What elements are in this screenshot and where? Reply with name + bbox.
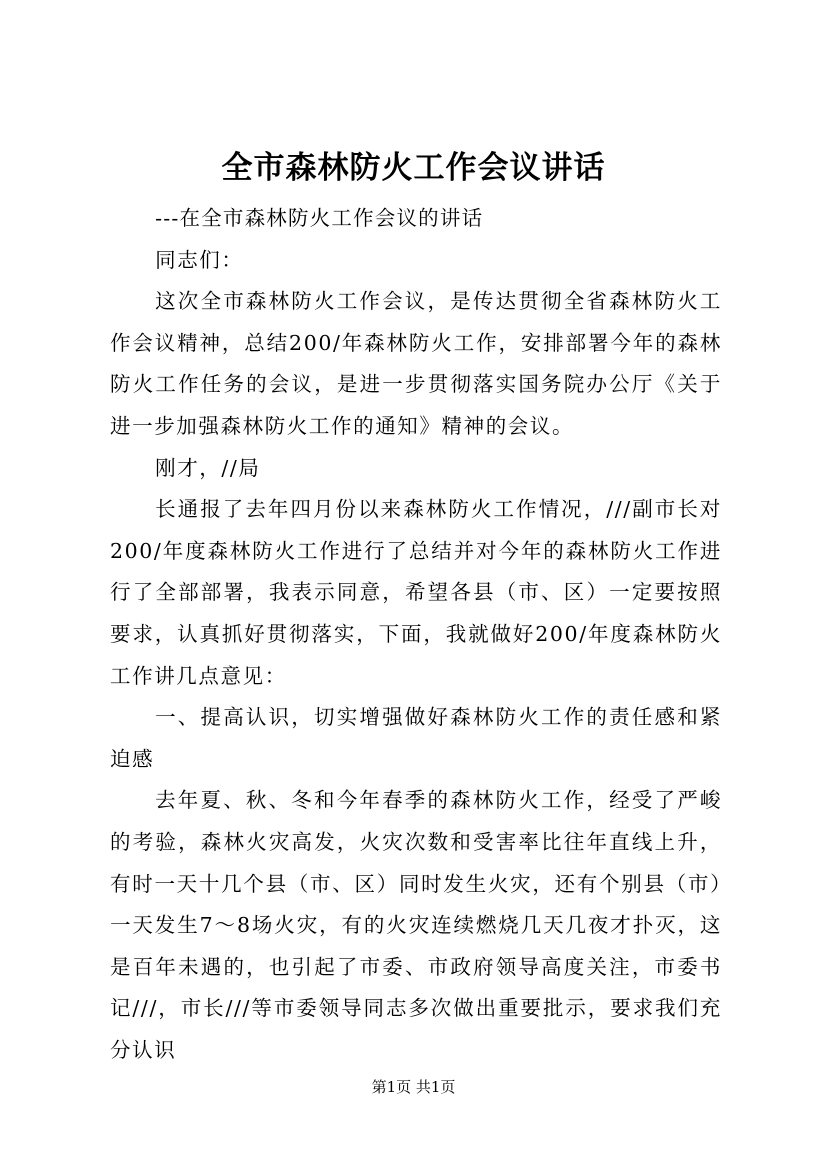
body-paragraph: 长通报了去年四月份以来森林防火工作情况，///副市长对200/年度森林防火工作进行了总结并对今年的森林防火工作进行了全部部署，我表示同意，希望各县（市、区）一定要按照要求，认真抓好贯彻落实，下面，我就做好200/年度森林防火工作讲几点意见： <box>110 497 722 688</box>
body-paragraph: 刚才，//局 <box>155 455 261 480</box>
body-paragraph: 去年夏、秋、冬和今年春季的森林防火工作，经受了严峻的考验，森林火灾高发，火灾次数和受害率比往年直线上升，有时一天十几个县（市、区）同时发生火灾，还有个别县（市）一天发生7～8场火灾，有的火灾连续燃烧几天几夜才扑灭，这是百年未遇的，也引起了市委、市政府领导高度关注，市委书记///，市长///等市委领导同志多次做出重要批示，要求我们充分认识 <box>110 788 722 1062</box>
salutation-paragraph: 同志们： <box>155 247 244 272</box>
document-title: 全市森林防火工作会议讲话 <box>221 150 606 186</box>
page-footer: 第1页 共1页 <box>371 1078 456 1096</box>
document-body <box>110 198 722 1071</box>
document-subtitle: ---在全市森林防火工作会议的讲话 <box>155 206 484 230</box>
section-heading: 一、提高认识，切实增强做好森林防火工作的责任感和紧迫感 <box>110 705 722 771</box>
body-paragraph: 这次全市森林防火工作会议，是传达贯彻全省森林防火工作会议精神，总结200/年森林防火工作，安排部署今年的森林防火工作任务的会议，是进一步贯彻落实国务院办公厅《关于进一步加强森林防火工作的通知》精神的会议。 <box>110 289 722 438</box>
